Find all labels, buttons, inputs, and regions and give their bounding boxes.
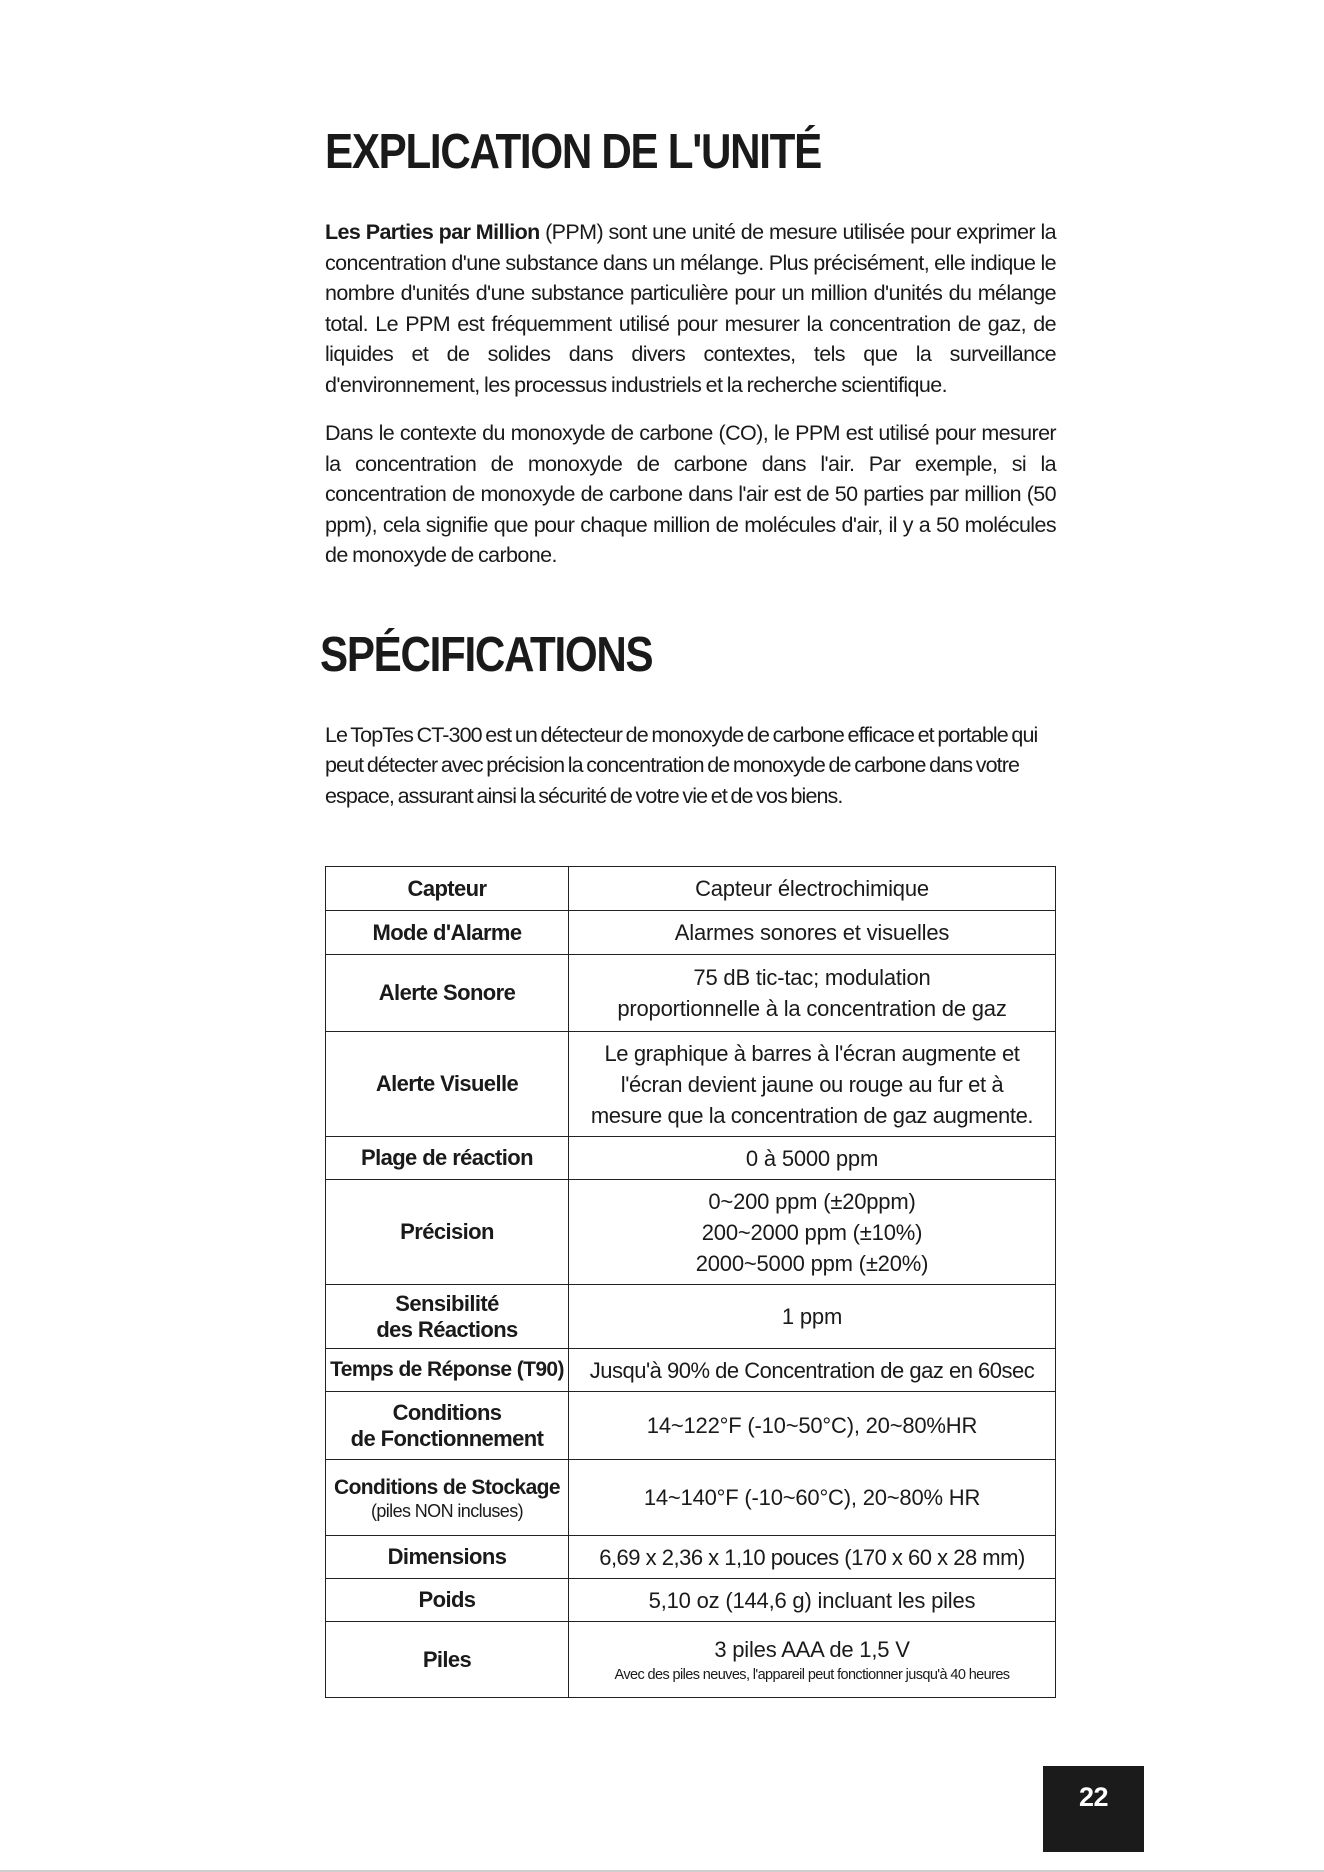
spec-label: Piles: [326, 1622, 569, 1698]
spec-row-audible-alert: [326, 955, 1056, 1032]
spec-value: [569, 1180, 1056, 1285]
spec-value-line: 75 dB tic-tac; modulation: [693, 965, 931, 990]
co-ppm-paragraph: Dans le contexte du monoxyde de carbone (CO), le PPM est utilisé pour mesurer la concentration de monoxyde de carbone dans l'air. Par exemple, si la concentration de monoxyde de carbone dans l'air est de 50 parties par million (50 ppm), cela signifie que pour chaque million de molécules d'air, il y a 50 molécules de monoxyde de carbone.: [325, 421, 1056, 567]
spec-value-line: mesure que la concentration de gaz augmente.: [590, 1102, 1034, 1128]
spec-row-alarm-mode: [326, 911, 1056, 955]
spec-value: Jusqu'à 90% de Concentration de gaz en 60sec: [569, 1349, 1056, 1392]
spec-value: Capteur électrochimique: [569, 867, 1056, 911]
spec-value-note: Avec des piles neuves, l'appareil peut fonctionner jusqu'à 40 heures: [614, 1667, 1010, 1683]
spec-value: [569, 1622, 1056, 1698]
spec-label: Plage de réaction: [326, 1137, 569, 1180]
spec-row-sensor: [326, 867, 1056, 911]
spec-label: [326, 1285, 569, 1349]
spec-value: 5,10 oz (144,6 g) incluant les piles: [569, 1579, 1056, 1622]
spec-value: 14~140°F (-10~60°C), 20~80% HR: [569, 1460, 1056, 1536]
spec-label: Alerte Visuelle: [326, 1032, 569, 1137]
spec-label: Dimensions: [326, 1536, 569, 1579]
page-number-badge: [1043, 1766, 1144, 1852]
spec-value: 14~122°F (-10~50°C), 20~80%HR: [569, 1392, 1056, 1460]
spec-value: 6,69 x 2,36 x 1,10 pouces (170 x 60 x 28 mm): [569, 1536, 1056, 1579]
spec-label-line: Conditions de Stockage: [334, 1475, 560, 1499]
spec-label: Capteur: [326, 867, 569, 911]
spec-label-line: des Réactions: [376, 1316, 518, 1342]
ppm-lead-term: Les Parties par Million: [325, 220, 540, 244]
spec-label-line: Sensibilité: [395, 1290, 499, 1316]
section-title-unit-explanation: EXPLICATION DE L'UNITÉ: [325, 125, 821, 179]
spec-value: 0 à 5000 ppm: [569, 1137, 1056, 1180]
spec-row-sensitivity: [326, 1285, 1056, 1349]
spec-row-reaction-range: [326, 1137, 1056, 1180]
spec-value: 1 ppm: [569, 1285, 1056, 1349]
ppm-definition-paragraph: [325, 217, 1056, 400]
spec-row-batteries: [326, 1622, 1056, 1698]
spec-value-line: 200~2000 ppm (±10%): [701, 1219, 923, 1245]
spec-value: [569, 1032, 1056, 1137]
page-content: [320, 125, 1056, 1698]
spec-row-dimensions: [326, 1536, 1056, 1579]
spec-row-visual-alert: [326, 1032, 1056, 1137]
spec-label-note: (piles NON incluses): [370, 1500, 524, 1521]
spec-value: Alarmes sonores et visuelles: [569, 911, 1056, 955]
spec-value-line: Le graphique à barres à l'écran augmente et: [604, 1040, 1020, 1066]
spec-label: Mode d'Alarme: [326, 911, 569, 955]
spec-value-line: proportionnelle à la concentration de gaz: [617, 996, 1007, 1021]
spec-value: [569, 955, 1056, 1032]
section-title-specifications: SPÉCIFICATIONS: [320, 627, 653, 682]
specifications-table: [325, 866, 1056, 1698]
spec-label: Temps de Réponse (T90): [326, 1349, 569, 1392]
spec-row-storage-conditions: [326, 1460, 1056, 1536]
specifications-intro-paragraph: Le TopTes CT-300 est un détecteur de monoxyde de carbone efficace et portable qui peut détecter avec précision la concentration de monoxyde de carbone dans votre espace, assurant ainsi la sécurité de votre vie et de vos biens.: [325, 722, 1038, 808]
spec-row-weight: [326, 1579, 1056, 1622]
spec-label: [326, 1460, 569, 1536]
spec-value-line: 0~200 ppm (±20ppm): [708, 1188, 916, 1214]
spec-value-line: 3 piles AAA de 1,5 V: [714, 1637, 910, 1662]
spec-label: Poids: [326, 1579, 569, 1622]
spec-row-accuracy: [326, 1180, 1056, 1285]
spec-label: Précision: [326, 1180, 569, 1285]
spec-label-line: de Fonctionnement: [350, 1425, 544, 1451]
page-number: 22: [1078, 1782, 1109, 1812]
spec-label-line: Conditions: [392, 1399, 502, 1425]
spec-label: Alerte Sonore: [326, 955, 569, 1032]
spec-label: [326, 1392, 569, 1460]
spec-value-line: 2000~5000 ppm (±20%): [695, 1250, 929, 1276]
spec-row-operating-conditions: [326, 1392, 1056, 1460]
spec-value-line: l'écran devient jaune ou rouge au fur et à: [620, 1071, 1004, 1097]
spec-row-response-time: [326, 1349, 1056, 1392]
ppm-definition-text: (PPM) sont une unité de mesure utilisée pour exprimer la concentration d'une substance dans un mélange. Plus précisément, elle indique le nombre d'unités d'une substance particulière pour un million d'unités du mélange total. Le PPM est fréquemment utilisé pour mesurer la concentration de gaz, de liquides et de solides dans divers contextes, tels que la surveillance d'environnement, les processus industriels et la recherche scientifique.: [325, 220, 1056, 397]
